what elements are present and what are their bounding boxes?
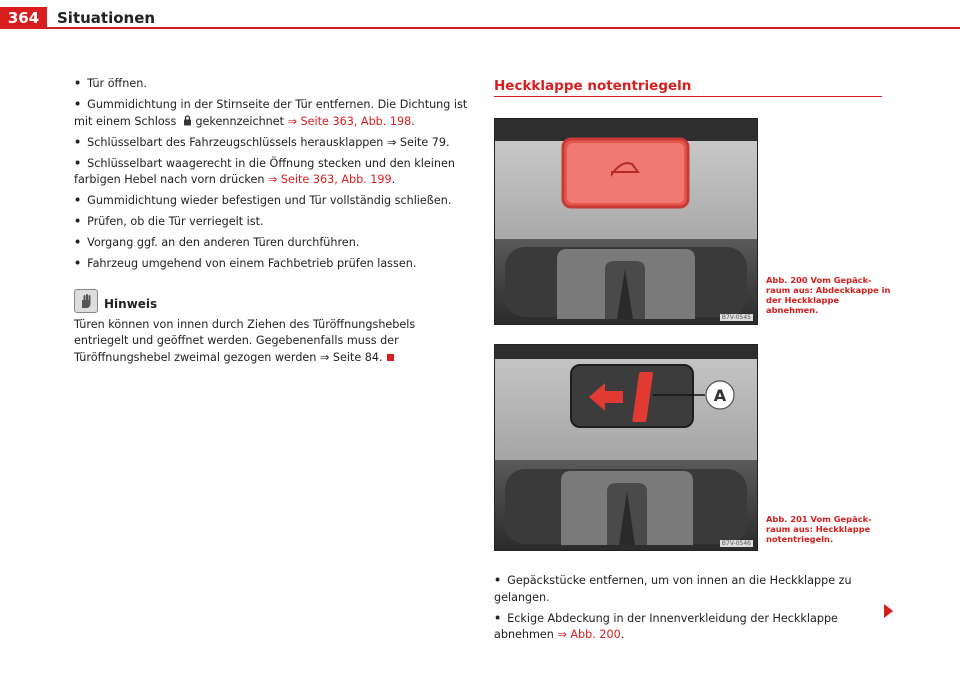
figure-link[interactable]: ⇒ Abb. 200 xyxy=(557,628,621,641)
figure-label-a: A xyxy=(713,386,727,405)
page-number: 364 xyxy=(0,7,47,29)
lock-icon xyxy=(183,115,192,126)
list-item: • Prüfen, ob die Tür verriegelt ist. xyxy=(74,215,264,228)
page-ref: ⇒ Seite 79 xyxy=(386,135,447,149)
section-rule xyxy=(494,96,882,97)
page-ref: ⇒ Seite 84 xyxy=(319,350,380,364)
page-link[interactable]: ⇒ Seite 363, Abb. 199 xyxy=(268,173,392,186)
figure-200-image xyxy=(494,118,758,325)
note-box xyxy=(74,289,469,367)
list-item: • Gepäckstücke entfernen, um von innen an die Heckklappe zu gelangen. xyxy=(494,574,852,604)
figure-200-caption: Abb. 200 Vom Gepäck-raum aus: Abdeckkappe in der Heckklappe abnehmen. xyxy=(766,275,891,315)
figure-code: B7V-0545 xyxy=(721,314,751,321)
left-column xyxy=(74,76,469,366)
section-title: Heckklappe notentriegeln xyxy=(494,78,692,94)
note-hand-icon xyxy=(74,289,98,313)
list-item: • Eckige Abdeckung in der Innenverkleidung der Heckklappe abnehmen ⇒ Abb. 200. xyxy=(494,611,838,641)
end-mark xyxy=(387,354,394,361)
list-item: • Schlüsselbart waagerecht in die Öffnung stecken und den kleinen farbigen Hebel nach vorn drücken ⇒ Seite 363, Abb. 199. xyxy=(74,156,455,186)
figure-code: B7V-0546 xyxy=(721,540,751,547)
right-column-body xyxy=(494,573,894,648)
list-item: • Schlüsselbart des Fahrzeugschlüssels herausklappen ⇒ Seite 79. xyxy=(74,135,450,149)
list-item: • Fahrzeug umgehend von einem Fachbetrieb prüfen lassen. xyxy=(74,257,417,270)
continue-arrow-icon xyxy=(884,604,893,618)
list-item: • Gummidichtung wieder befestigen und Tür vollständig schließen. xyxy=(74,194,452,207)
list-item: • Gummidichtung in der Stirnseite der Tür entfernen. Die Dichtung ist mit einem Schloss gekennzeichnet ⇒ Seite 363, Abb. 198. xyxy=(74,98,468,128)
list-item: • Vorgang ggf. an den anderen Türen durchführen. xyxy=(74,236,360,249)
page-link[interactable]: ⇒ Seite 363, Abb. 198 xyxy=(287,114,412,128)
figure-201-image xyxy=(494,344,758,551)
header-rule xyxy=(47,27,960,29)
note-title: Hinweis xyxy=(104,297,158,311)
chapter-title: Situationen xyxy=(57,9,156,27)
figure-201-caption: Abb. 201 Vom Gepäck-raum aus: Heckklappe notentriegeln. xyxy=(766,514,872,544)
note-text: Türen können von innen durch Ziehen des Türöffnungshebels entriegelt und geöffnet werden. Gegebenenfalls muss der Türöffnungshebel zweimal gezogen werden ⇒ Seite 84. xyxy=(74,317,416,364)
list-item: • Tür öffnen. xyxy=(74,77,147,90)
